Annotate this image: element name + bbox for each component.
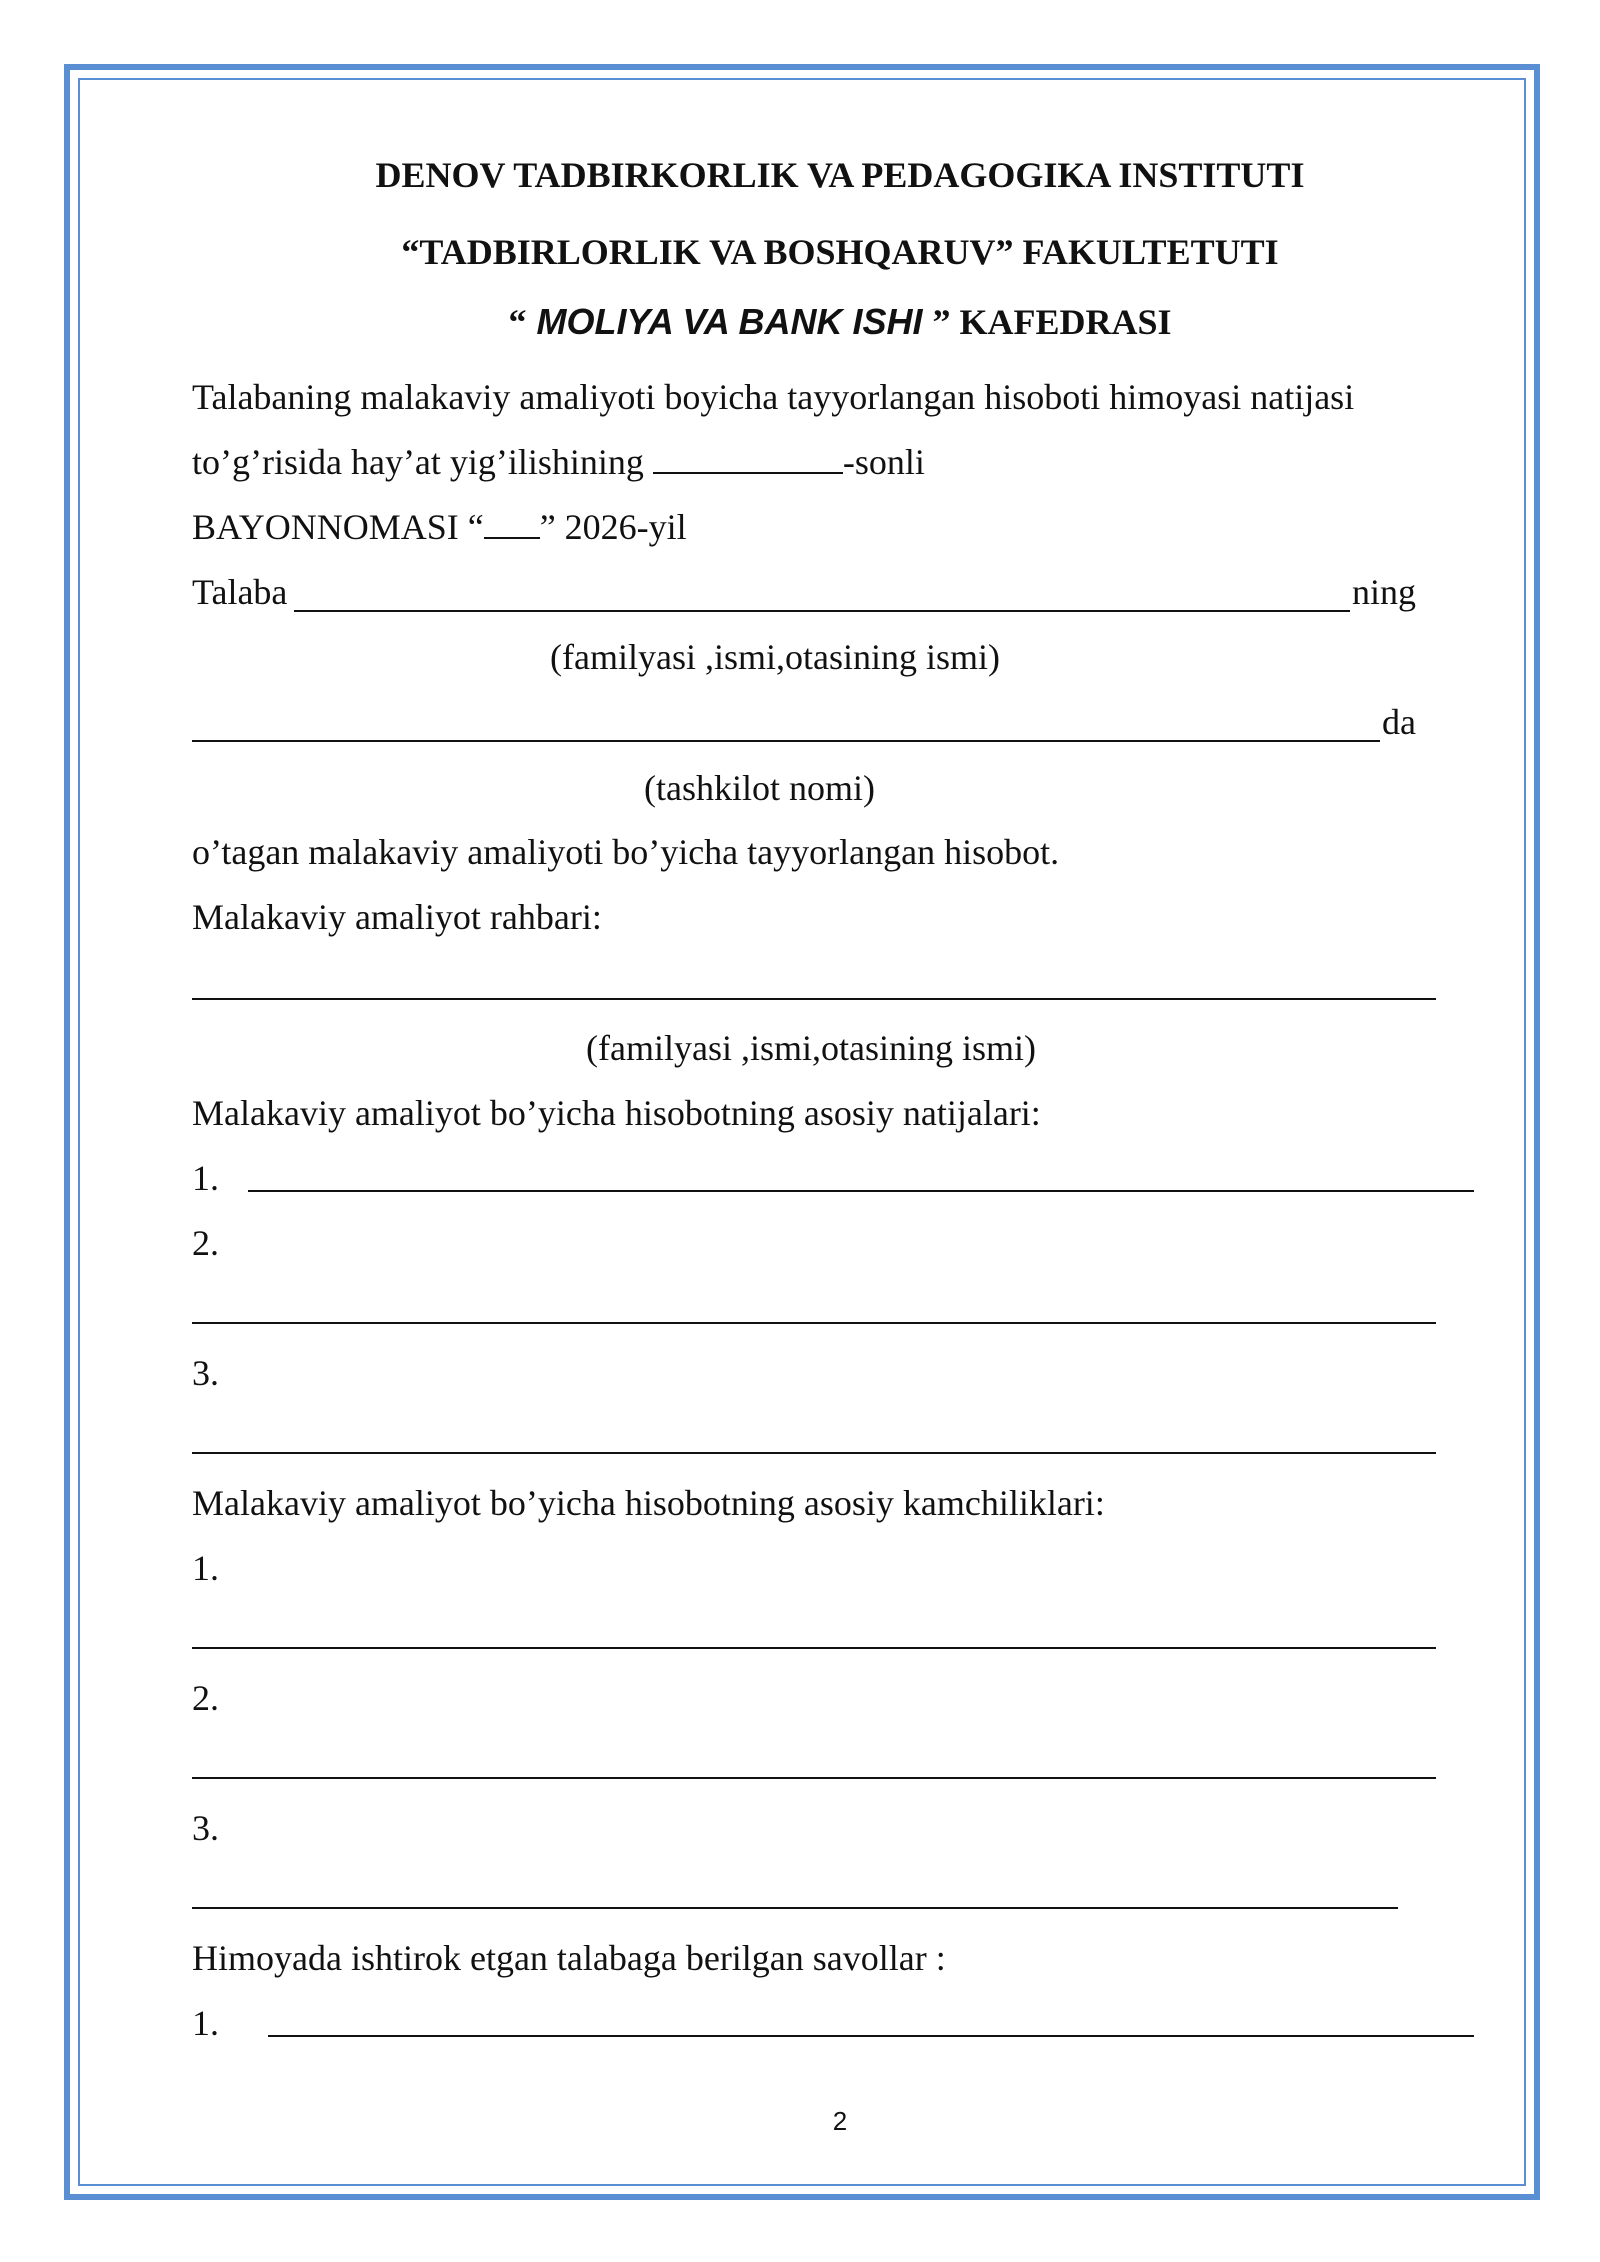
institute-title: DENOV TADBIRKORLIK VA PEDAGOGIKA INSTITUTI — [375, 155, 1305, 195]
intro-line-1: Talabaning malakaviy amaliyoti boyicha tayyorlangan hisoboti himoyasi natijasi — [192, 377, 1355, 417]
department-name: MOLIYA VA BANK ISHI — [526, 301, 933, 342]
results-item-1-blank[interactable] — [248, 1190, 1474, 1192]
faculty-title — [0, 230, 1600, 274]
supervisor-caption: (familyasi ,ismi,otasining ismi) — [586, 1028, 1036, 1068]
intro-line-3 — [192, 505, 687, 549]
shortcomings-item-3-number: 3. — [192, 1808, 219, 1848]
questions-item-1-blank[interactable] — [268, 2035, 1474, 2037]
questions-item-1-number: 1. — [192, 2003, 219, 2043]
department-open-quote: “ — [508, 302, 527, 342]
intro-line-3-start: BAYONNOMASI “ — [192, 507, 484, 547]
questions-heading: Himoyada ishtirok etgan talabaga berilgan savollar : — [192, 1938, 946, 1978]
intro-line-2-start: to’g’risida hay’at yig’ilishining — [192, 442, 653, 482]
shortcomings-heading: Malakaviy amaliyot bo’yicha hisobotning asosiy kamchiliklari: — [192, 1483, 1105, 1523]
shortcomings-item-2-blank[interactable] — [192, 1777, 1436, 1779]
results-item-2-blank[interactable] — [192, 1322, 1436, 1324]
student-suffix: ning — [1352, 572, 1417, 612]
protocol-number-blank[interactable] — [653, 442, 843, 474]
supervisor-label: Malakaviy amaliyot rahbari: — [192, 897, 602, 937]
shortcomings-item-1-number: 1. — [192, 1548, 219, 1588]
page-number: 2 — [832, 2106, 848, 2136]
supervisor-name-blank[interactable] — [192, 998, 1436, 1000]
department-close: ” KAFEDRASI — [932, 302, 1172, 342]
organization-blank[interactable] — [192, 740, 1380, 742]
results-item-2-number: 2. — [192, 1223, 219, 1263]
student-name-caption: (familyasi ,ismi,otasining ismi) — [550, 637, 1000, 677]
shortcomings-item-2-number: 2. — [192, 1678, 219, 1718]
student-label: Talaba — [192, 572, 288, 612]
intro-line-2 — [192, 440, 925, 484]
shortcomings-item-3-blank[interactable] — [192, 1907, 1398, 1909]
intro-line-3-end: ” 2026-yil — [539, 507, 687, 547]
results-item-3-number: 3. — [192, 1353, 219, 1393]
intro-line-2-end: -sonli — [842, 442, 925, 482]
date-day-blank[interactable] — [484, 507, 540, 539]
shortcomings-item-1-blank[interactable] — [192, 1647, 1436, 1649]
results-item-3-blank[interactable] — [192, 1452, 1436, 1454]
faculty-title-text: “TADBIRLORLIK VA BOSHQARUV” FAKULTETUTI — [401, 232, 1279, 272]
organization-suffix: da — [1382, 702, 1416, 742]
department-title — [0, 300, 1600, 344]
results-item-1-number: 1. — [192, 1158, 219, 1198]
student-name-blank[interactable] — [294, 610, 1350, 612]
practice-text: o’tagan malakaviy amaliyoti bo’yicha tayyorlangan hisobot. — [192, 832, 1060, 872]
organization-caption: (tashkilot nomi) — [644, 768, 875, 808]
results-heading: Malakaviy amaliyot bo’yicha hisobotning asosiy natijalari: — [192, 1093, 1041, 1133]
